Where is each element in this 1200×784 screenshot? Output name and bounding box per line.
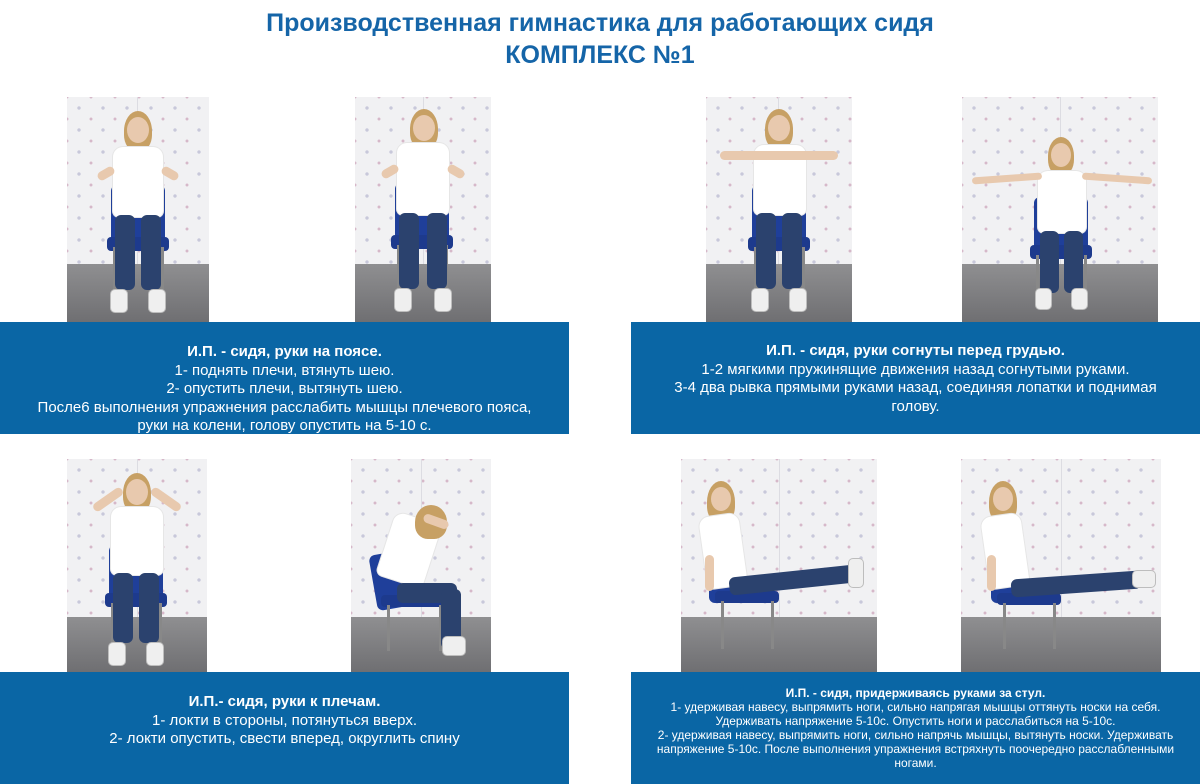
exercise-2-description [631, 322, 1200, 434]
exercise-2-photo-2 [962, 97, 1158, 322]
exercise-4-photo-2 [961, 459, 1161, 672]
exercise-1-line: руки на колени, голову опустить на 5-10 с. [137, 417, 432, 434]
exercise-1-photo-1 [67, 97, 209, 322]
exercise-3-line: 2- локти опустить, свести вперед, округлить спину [109, 730, 460, 747]
exercise-1-line: 2- опустить плечи, вытянуть шею. [166, 380, 403, 397]
exercise-3-photo-2 [351, 459, 491, 672]
exercise-1-photo-2 [355, 97, 491, 322]
exercise-1-line: 1- поднять плечи, втянуть шею. [174, 361, 395, 379]
exercise-3-heading: И.П.- сидя, руки к плечам. [188, 693, 381, 710]
exercise-4-description [631, 672, 1200, 784]
exercise-3-line: 1- локти в стороны, потянуться вверх. [151, 711, 418, 729]
exercise-2-line: 1-2 мягкими пружинящие движения назад согнутыми руками. [701, 360, 1130, 378]
exercise-2-heading: И.П. - сидя, руки согнуты перед грудью. [766, 342, 1065, 359]
exercise-2-line: голову. [891, 397, 940, 415]
exercise-4-line: 1- удерживая навесу, выпрямить ноги, сильно напрягая мышцы оттянуть носки на себя. [670, 700, 1161, 714]
exercise-1-heading: И.П. - сидя, руки на поясе. [187, 343, 382, 360]
exercise-4-photo-1 [681, 459, 877, 672]
page-title: Производственная гимнастика для работающих сидя [266, 9, 934, 37]
exercise-1-line: После6 выполнения упражнения расслабить мышцы плечевого пояса, [37, 398, 532, 416]
exercise-4-line: напряжение 5-10с. После выполнения упражнения встряхнуть поочередно расслабленными [656, 742, 1175, 756]
exercise-4-line: 2- удерживая навесу, выпрямить ноги, сильно напрячь мышцы, вытянуть носки. Удерживать [657, 728, 1174, 742]
exercise-2-line: 3-4 два рывка прямыми руками назад, соединяя лопатки и поднимая [674, 379, 1157, 396]
exercise-2-photo-1 [706, 97, 852, 322]
exercise-4-line: Удерживать напряжение 5-10с. Опустить ноги и расслабиться на 5-10с. [715, 714, 1116, 728]
exercise-1-description [0, 322, 569, 434]
exercise-3-photo-1 [67, 459, 207, 672]
exercise-3-description [0, 672, 569, 784]
page-subtitle: КОМПЛЕКС №1 [505, 41, 695, 69]
exercise-4-line: ногами. [894, 756, 937, 770]
exercise-4-heading: И.П. - сидя, придерживаясь руками за стул. [785, 686, 1046, 700]
